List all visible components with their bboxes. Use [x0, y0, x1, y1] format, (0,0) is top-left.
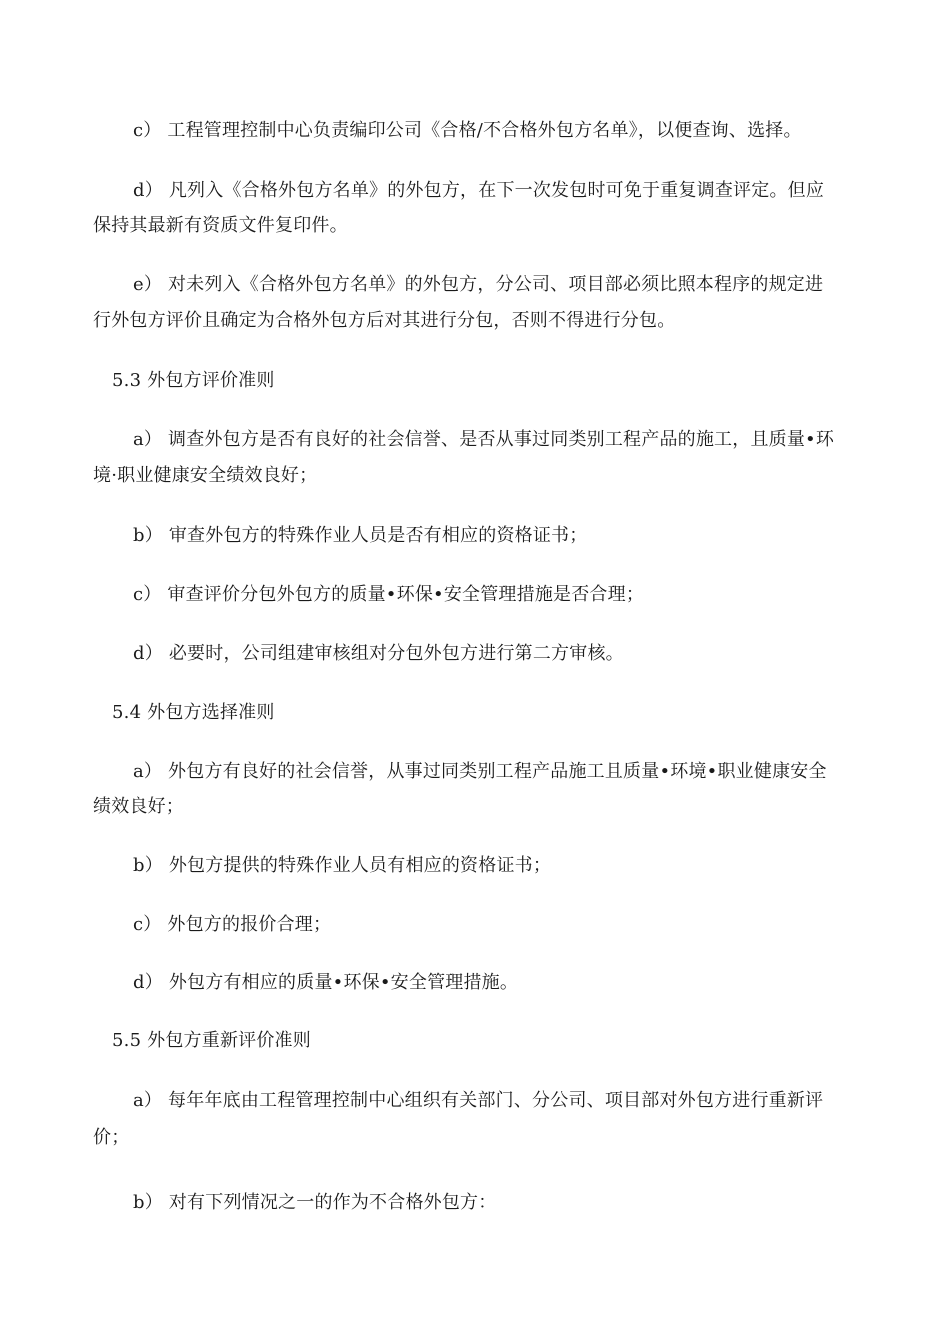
- paragraph-c-quote: c） 外包方的报价合理；: [133, 914, 332, 935]
- paragraph-c-measures: c） 审查评价分包外包方的质量•环保•安全管理措施是否合理；: [133, 584, 645, 605]
- paragraph-c-list-compile: c） 工程管理控制中心负责编印公司《合格/不合格外包方名单》，以便查询、选择。: [133, 120, 802, 141]
- paragraph-a-annual-review: a） 每年年底由工程管理控制中心组织有关部门、分公司、项目部对外包方进行重新评: [133, 1090, 824, 1111]
- paragraph-d-management-measures: d） 外包方有相应的质量•环保•安全管理措施。: [133, 972, 519, 993]
- paragraph-b-special-staff: b） 外包方提供的特殊作业人员有相应的资格证书；: [133, 855, 552, 876]
- section-heading-5-5: 5.5 外包方重新评价准则: [112, 1030, 311, 1051]
- section-heading-5-4: 5.4 外包方选择准则: [112, 702, 275, 723]
- paragraph-d-qualified-exempt: d） 凡列入《合格外包方名单》的外包方，在下一次发包时可免于重复调查评定。但应: [133, 180, 825, 201]
- paragraph-a-investigate: a） 调查外包方是否有良好的社会信誉、是否从事过同类别工程产品的施工，且质量•环: [133, 429, 835, 450]
- paragraph-a-reputation-cont: 绩效良好；: [93, 796, 184, 817]
- paragraph-a-annual-review-cont: 价；: [93, 1127, 130, 1148]
- paragraph-d-audit: d） 必要时，公司组建审核组对分包外包方进行第二方审核。: [133, 643, 624, 664]
- paragraph-b-unqualified: b） 对有下列情况之一的作为不合格外包方：: [133, 1192, 497, 1213]
- paragraph-e-unlisted: e） 对未列入《合格外包方名单》的外包方，分公司、项目部必须比照本程序的规定进: [133, 274, 824, 295]
- paragraph-d-qualified-exempt-cont: 保持其最新有资质文件复印件。: [93, 215, 348, 236]
- paragraph-e-unlisted-cont: 行外包方评价且确定为合格外包方后对其进行分包，否则不得进行分包。: [93, 310, 676, 331]
- paragraph-b-certificates: b） 审查外包方的特殊作业人员是否有相应的资格证书；: [133, 525, 588, 546]
- paragraph-a-investigate-cont: 境·职业健康安全绩效良好；: [93, 465, 318, 486]
- section-heading-5-3: 5.3 外包方评价准则: [112, 370, 275, 391]
- paragraph-a-reputation: a） 外包方有良好的社会信誉，从事过同类别工程产品施工且质量•环境•职业健康安全: [133, 761, 827, 782]
